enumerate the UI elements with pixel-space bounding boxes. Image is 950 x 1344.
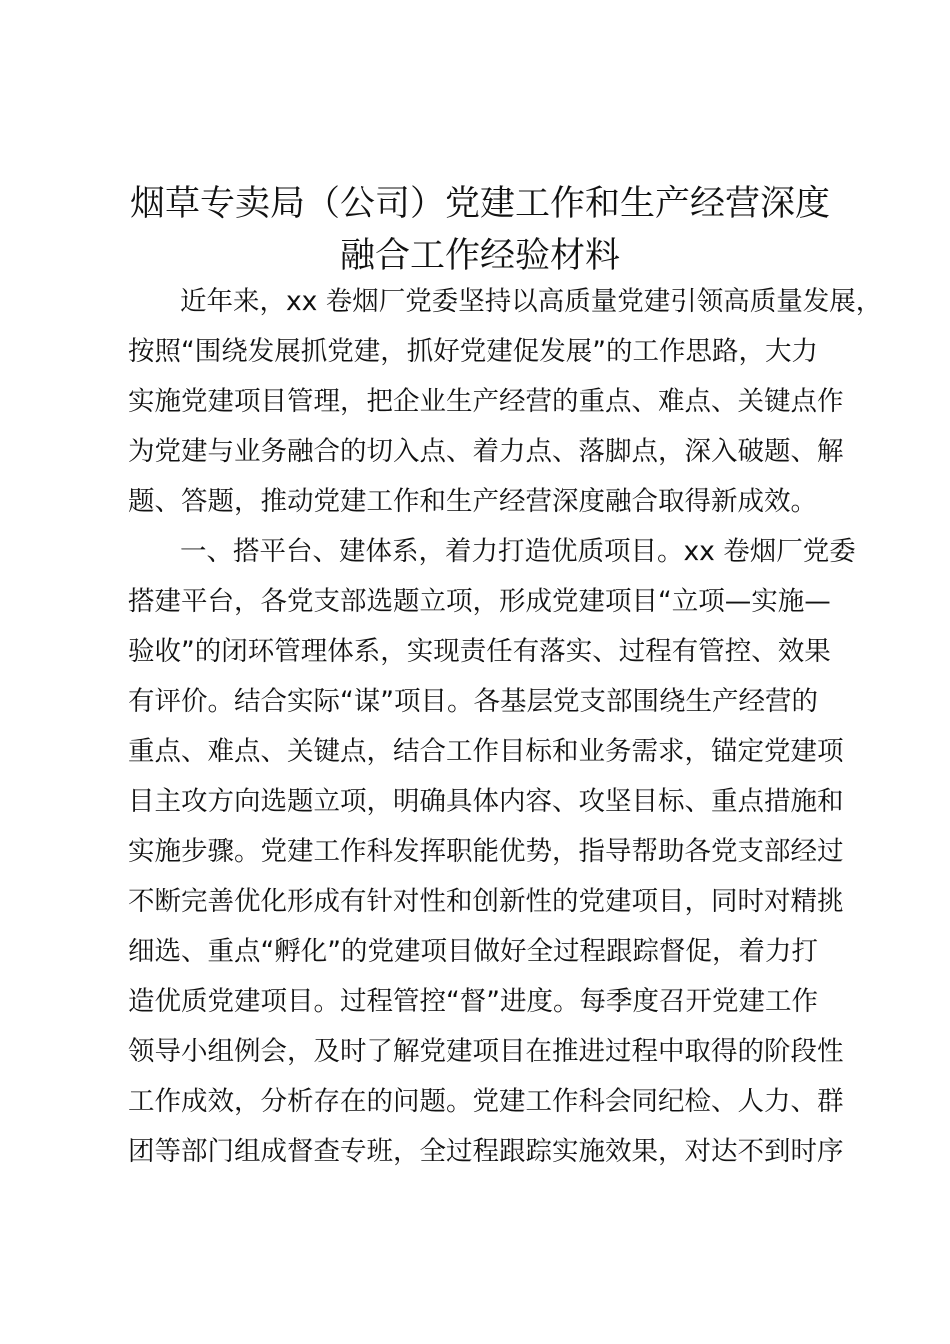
paragraph-2-line-12: 工作成效，分析存在的问题。党建工作科会同纪检、人力、群: [128, 1086, 844, 1117]
paragraph-2-line-6: 目主攻方向选题立项，明确具体内容、攻坚目标、重点措施和: [128, 786, 844, 817]
paragraph-2-line-2: 搭建平台，各党支部选题立项，形成党建项目“立项—实施—: [128, 586, 831, 617]
paragraph-1-line-4: 为党建与业务融合的切入点、着力点、落脚点，深入破题、解: [128, 436, 844, 467]
paragraph-2-line-4: 有评价。结合实际“谋”项目。各基层党支部围绕生产经营的: [128, 686, 818, 717]
paragraph-2-line-7: 实施步骤。党建工作科发挥职能优势，指导帮助各党支部经过: [128, 836, 844, 867]
paragraph-2-line-3: 验收”的闭环管理体系，实现责任有落实、过程有管控、效果: [128, 636, 831, 667]
paragraph-1-line-3: 实施党建项目管理，把企业生产经营的重点、难点、关键点作: [128, 386, 844, 417]
paragraph-2-line-9: 细选、重点“孵化”的党建项目做好全过程跟踪督促，着力打: [128, 936, 818, 967]
paragraph-2-line-11: 领导小组例会，及时了解党建项目在推进过程中取得的阶段性: [128, 1036, 844, 1067]
paragraph-1-line-5: 题、答题，推动党建工作和生产经营深度融合取得新成效。: [128, 486, 817, 517]
paragraph-2-line-5: 重点、难点、关键点，结合工作目标和业务需求，锚定党建项: [128, 736, 844, 767]
paragraph-1-line-1: 近年来，xx 卷烟厂党委坚持以高质量党建引领高质量发展，: [180, 286, 883, 317]
document-title-line-2: 融合工作经验材料: [339, 236, 620, 276]
paragraph-2-line-10: 造优质党建项目。过程管控“督”进度。每季度召开党建工作: [128, 986, 818, 1017]
paragraph-2-line-1: 一、搭平台、建体系，着力打造优质项目。xx 卷烟厂党委: [180, 536, 856, 567]
document-title-line-1: 烟草专卖局（公司）党建工作和生产经营深度: [129, 184, 830, 224]
paragraph-2-line-13: 团等部门组成督查专班，全过程跟踪实施效果，对达不到时序: [128, 1136, 844, 1167]
paragraph-1-line-2: 按照“围绕发展抓党建，抓好党建促发展”的工作思路，大力: [128, 336, 818, 367]
paragraph-2-line-8: 不断完善优化形成有针对性和创新性的党建项目，同时对精挑: [128, 886, 844, 917]
